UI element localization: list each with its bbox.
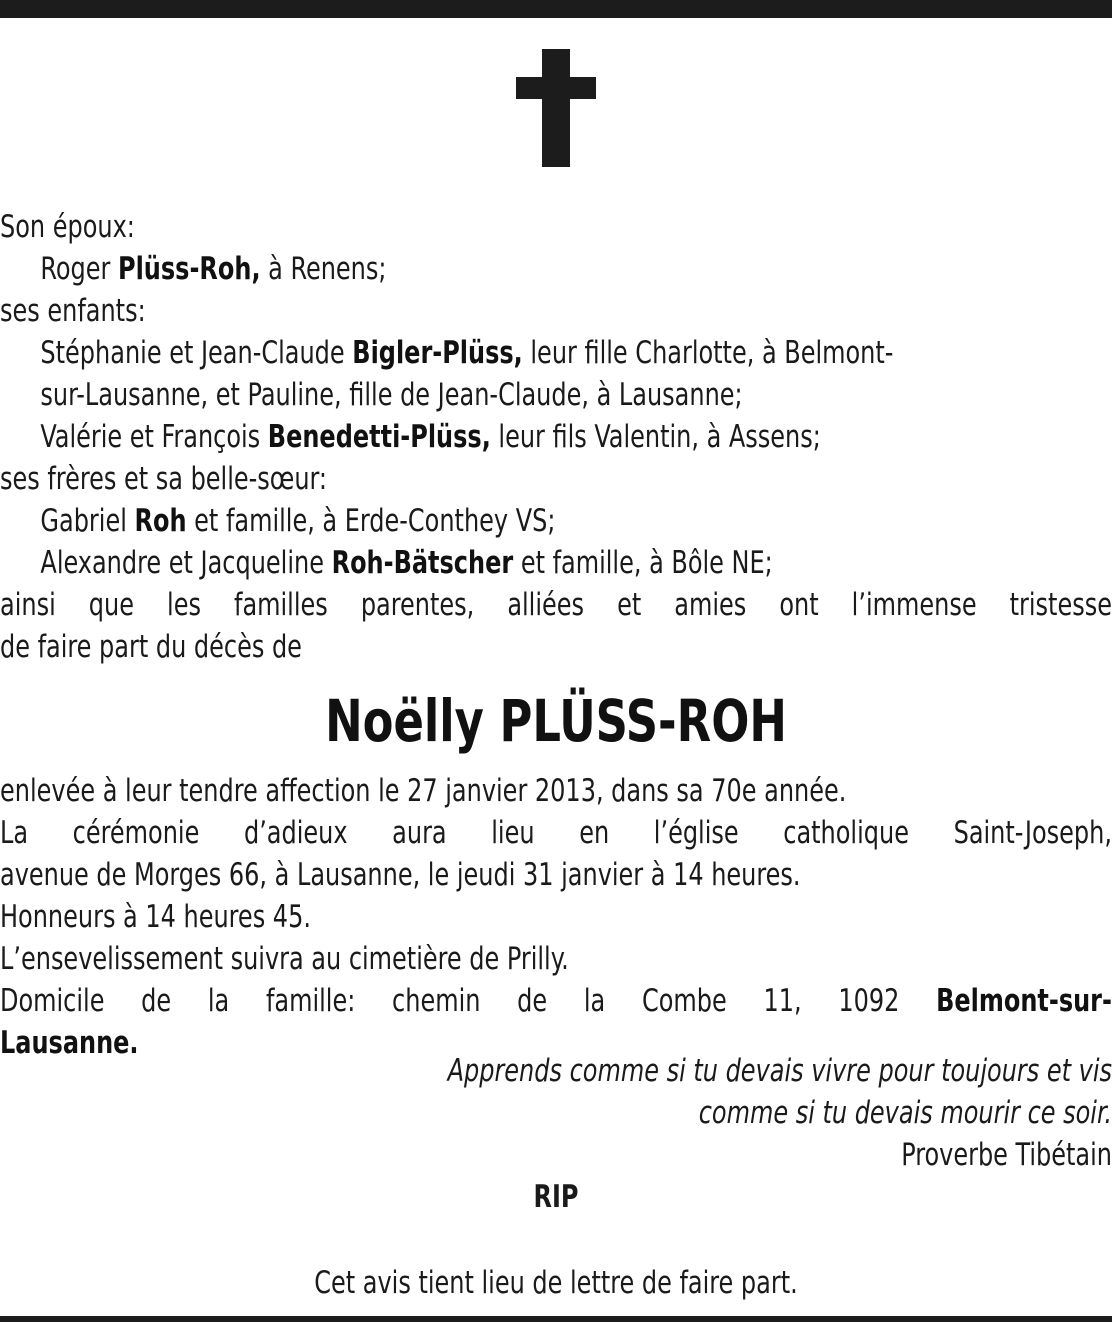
details-line1: enlevée à leur tendre affection le 27 janvier 2013, dans sa 70e année. xyxy=(0,773,847,809)
cross-horizontal-bar xyxy=(516,77,596,99)
sibling2-entry xyxy=(0,542,1112,584)
details-line3: avenue de Morges 66, à Lausanne, le jeudi 31 janvier à 14 heures. xyxy=(0,857,801,893)
ceremony-details xyxy=(0,770,1112,1064)
child1-entry-line2: sur-Lausanne, et Pauline, fille de Jean-Claude, à Lausanne; xyxy=(40,377,743,413)
domicile-line1 xyxy=(0,980,1112,1022)
spouse-surname: Plüss-Roh, xyxy=(118,251,261,287)
sibling2-details: et famille, à Bôle NE; xyxy=(513,545,773,581)
bottom-rule xyxy=(0,1316,1112,1322)
child2-details: leur fils Valentin, à Assens; xyxy=(490,419,821,455)
children-label: ses enfants: xyxy=(0,293,146,329)
family-list xyxy=(0,206,1112,668)
details-line2: La cérémonie d’adieux aura lieu en l’église catholique Saint-Joseph, xyxy=(0,815,1112,851)
quote-line1: Apprends comme si tu devais vivre pour toujours et vis xyxy=(447,1053,1112,1089)
spouse-first: Roger xyxy=(40,251,119,287)
announcement-line2: de faire part du décès de xyxy=(0,629,302,665)
rip-label: RIP xyxy=(533,1179,579,1215)
sibling1-name: Gabriel xyxy=(40,503,135,539)
child1-entry-line1 xyxy=(0,332,1112,374)
sibling1-entry xyxy=(0,500,1112,542)
details-line5: L’ensevelissement suivra au cimetière de Prilly. xyxy=(0,941,569,977)
deceased-name: Noëlly PLÜSS-ROH xyxy=(325,687,787,755)
domicile-address: Domicile de la famille: chemin de la Combe 11, 1092 xyxy=(0,983,937,1019)
latin-cross-icon xyxy=(516,49,596,167)
child2-surname: Benedetti-Plüss, xyxy=(267,419,491,455)
spouse-entry xyxy=(0,248,1112,290)
siblings-label: ses frères et sa belle-sœur: xyxy=(0,461,328,497)
quote-source: Proverbe Tibétain xyxy=(901,1137,1112,1173)
details-line4: Honneurs à 14 heures 45. xyxy=(0,899,311,935)
announcement-line1: ainsi que les familles parentes, alliées et amies ont l’immense tristesse xyxy=(0,587,1112,623)
quote-line2: comme si tu devais mourir ce soir. xyxy=(698,1095,1112,1131)
cross-vertical-bar xyxy=(542,49,570,167)
sibling2-names: Alexandre et Jacqueline xyxy=(40,545,332,581)
top-rule xyxy=(0,0,1112,18)
sibling2-surname: Roh-Bätscher xyxy=(331,545,514,581)
sibling1-details: et famille, à Erde-Conthey VS; xyxy=(186,503,556,539)
child1-surname: Bigler-Plüss, xyxy=(352,335,523,371)
quote-block xyxy=(0,1050,1112,1176)
child2-names: Valérie et François xyxy=(40,419,268,455)
spouse-label: Son époux: xyxy=(0,209,135,245)
sibling1-surname: Roh xyxy=(134,503,187,539)
domicile-town-part2: Lausanne. xyxy=(0,1025,139,1061)
child2-entry xyxy=(0,416,1112,458)
child1-details: leur fille Charlotte, à Belmont- xyxy=(522,335,894,371)
child1-names: Stéphanie et Jean-Claude xyxy=(40,335,353,371)
domicile-town-part1: Belmont-sur- xyxy=(936,983,1112,1019)
closing-note: Cet avis tient lieu de lettre de faire part. xyxy=(314,1265,798,1301)
spouse-place: à Renens; xyxy=(260,251,387,287)
